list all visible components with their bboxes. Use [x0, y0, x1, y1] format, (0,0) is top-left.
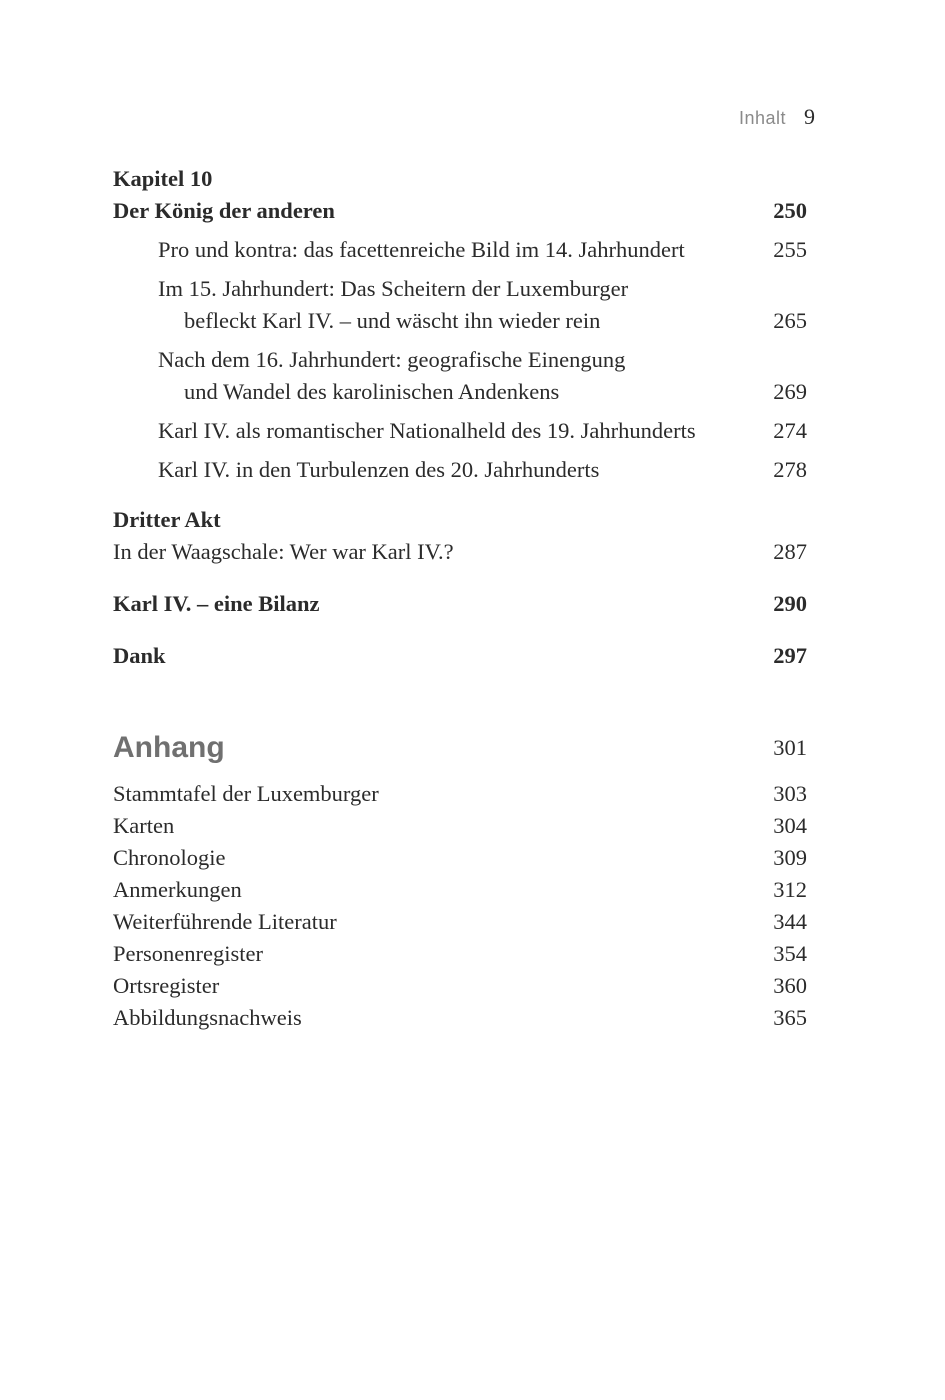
item-title: Chronologie: [113, 845, 226, 870]
item-title: Stammtafel der Luxemburger: [113, 781, 379, 806]
toc-subentry[interactable]: [113, 234, 807, 266]
subentry-page: 265: [773, 308, 807, 333]
subentry-title-line1: Im 15. Jahrhundert: Das Scheitern der Luxemburger: [158, 276, 629, 301]
subentry-title-line1: Nach dem 16. Jahrhundert: geografische Einengung: [158, 347, 626, 372]
subentry-title: Pro und kontra: das facettenreiche Bild im 14. Jahrhundert: [158, 237, 685, 262]
item-page: 344: [773, 909, 807, 934]
appendix-page: 301: [773, 735, 807, 760]
toc-entry-bilanz[interactable]: [113, 588, 807, 620]
subentry-title: Karl IV. in den Turbulenzen des 20. Jahrhunderts: [158, 457, 600, 482]
toc-subentry[interactable]: [113, 273, 807, 337]
toc-appendix-item[interactable]: [113, 810, 807, 842]
toc-appendix-item[interactable]: [113, 842, 807, 874]
item-page: 354: [773, 941, 807, 966]
item-title: Personenregister: [113, 941, 263, 966]
entry-page: 287: [773, 539, 807, 564]
appendix-list: [113, 778, 807, 1034]
toc-appendix-item[interactable]: [113, 938, 807, 970]
item-title: Abbildungsnachweis: [113, 1005, 302, 1030]
subentry-title-line2: und Wandel des karolinischen Andenkens: [184, 379, 560, 404]
header-section-label: Inhalt: [738, 108, 786, 128]
item-page: 360: [773, 973, 807, 998]
entry-title: Karl IV. – eine Bilanz: [113, 591, 320, 616]
subentry-title: [158, 344, 773, 408]
item-page: 303: [773, 781, 807, 806]
chapter-label: Kapitel 10: [113, 166, 213, 191]
subentry-page: 255: [773, 237, 807, 262]
item-title: Ortsregister: [113, 973, 220, 998]
table-of-contents: [113, 163, 807, 1034]
toc-entry-dank[interactable]: [113, 640, 807, 672]
entry-title: In der Waagschale: Wer war Karl IV.?: [113, 539, 454, 564]
subentry-page: 269: [773, 379, 807, 404]
item-title: Karten: [113, 813, 175, 838]
toc-subentry[interactable]: [113, 415, 807, 447]
running-header: [739, 104, 815, 130]
item-page: 365: [773, 1005, 807, 1030]
toc-entry-appendix[interactable]: [113, 732, 807, 764]
subentry-page: 274: [773, 418, 807, 443]
toc-entry-act-title[interactable]: [113, 536, 807, 568]
toc-appendix-item[interactable]: [113, 1002, 807, 1034]
item-title: Weiterführende Literatur: [113, 909, 337, 934]
toc-appendix-item[interactable]: [113, 970, 807, 1002]
toc-appendix-item[interactable]: [113, 906, 807, 938]
header-page-number: 9: [804, 104, 815, 129]
entry-page: 250: [773, 198, 807, 223]
item-title: Anmerkungen: [113, 877, 242, 902]
entry-title: Der König der anderen: [113, 198, 335, 223]
entry-page: 290: [773, 591, 807, 616]
subentry-title: [158, 273, 773, 337]
act-label: Dritter Akt: [113, 507, 221, 532]
subentry-page: 278: [773, 457, 807, 482]
entry-title: Dank: [113, 643, 166, 668]
appendix-title: Anhang: [113, 731, 225, 764]
toc-entry-chapter-title[interactable]: [113, 195, 807, 227]
toc-appendix-item[interactable]: [113, 778, 807, 810]
toc-subentry[interactable]: [113, 344, 807, 408]
item-page: 309: [773, 845, 807, 870]
subentry-title-line2: befleckt Karl IV. – und wäscht ihn wieder rein: [184, 308, 601, 333]
subentry-title: Karl IV. als romantischer Nationalheld des 19. Jahrhunderts: [158, 418, 696, 443]
item-page: 312: [773, 877, 807, 902]
entry-page: 297: [773, 643, 807, 668]
toc-appendix-item[interactable]: [113, 874, 807, 906]
toc-subentry[interactable]: [113, 454, 807, 486]
item-page: 304: [773, 813, 807, 838]
